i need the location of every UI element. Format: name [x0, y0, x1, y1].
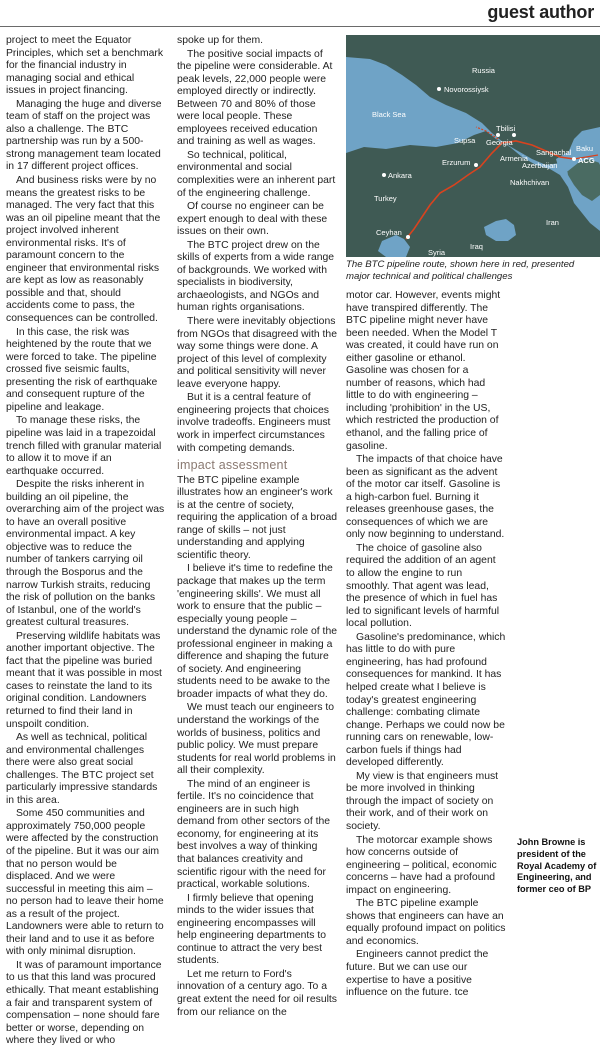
- paragraph: As well as technical, political and environmental challenges there were also great social challenges. The BTC project set particularly impressive standards in this area.: [6, 732, 158, 806]
- paragraph: Engineers cannot predict the future. But we can use our expertise to have a positive influence on the future. tce: [346, 949, 489, 999]
- paragraph: In this case, the risk was heightened by the route that we were forced to take. The pipeline crossed five seismic faults, presenting the risk of earthquake and consequent rupture of the pipeline and leakage.: [6, 326, 158, 413]
- map-label-syria: Syria: [428, 248, 446, 257]
- paragraph: Preserving wildlife habitats was another important objective. The fact that the pipeline was buried meant that it was possible in most cases to reinstate the land to its original condition. Landowners returned to find their land in unspoilt condition.: [6, 630, 162, 730]
- paragraph: The BTC project drew on the skills of experts from a wide range of backgrounds. We worked with specialists in biodiversity, archaeologists, and NGOs and human rights organisations.: [177, 239, 335, 314]
- paragraph: It was of paramount importance to us that this land was procured ethically. That meant establishing a fair and transparent system of compensation – none should fare better or worse, depending on where they lived or who: [6, 959, 162, 1047]
- paragraph: spoke up for them.: [177, 35, 264, 46]
- paragraph: The BTC pipeline example shows that engineers can have an equally profound impact on politics and economics.: [346, 898, 506, 947]
- pipeline-route-map: [346, 35, 600, 257]
- map-label-georgia: Georgia: [486, 138, 513, 147]
- map-label-ankara: Ankara: [388, 171, 412, 180]
- section-tag: guest author: [487, 2, 594, 22]
- paragraph: Some 450 communities and approximately 750,000 people were affected by the construction of the pipeline. But it was our aim that no person would be displaced. And we were successful in meeting this aim – no person had to leave their home as a result of the project. Landowners were able to return to their land and to use it as before with only minimal disruption.: [6, 808, 164, 958]
- paragraph: Managing the huge and diverse team of staff on the project was also a challenge. The BTC partnership was run by a 500-strong management team located in 17 different project offices.: [6, 98, 162, 173]
- map-label-tbilisi: Tbilisi: [496, 124, 516, 133]
- page-header: [0, 0, 600, 30]
- paragraph: The motorcar example shows how concerns outside of engineering – political, economic concerns – have had a profound impact on engineering.: [346, 834, 497, 896]
- paragraph: Despite the risks inherent in building an oil pipeline, the overarching aim of the project was to have an overall positive environmental impact. A key objective was to reduce the number of tankers carrying oil through the Bosporus and the narrow Turkish straits, reducing the risk of pollution on the banks of Istanbul, one of the world's greatest cultural treasures.: [6, 479, 165, 629]
- paragraph: Gasoline's predominance, which has little to do with pure engineering, has had profound consequences for mankind. It has helped create what I believe is today's greatest engineering challenge: combating climate change. Perhaps we could now be running cars on renewable, low-carbon fuels if things had developed differently.: [346, 631, 506, 769]
- paragraph: The choice of gasoline also required the addition of an agent to allow the engine to run smoothly. That agent was lead, the presence of which in fuel has led to significant levels of harmful local pollution.: [346, 542, 500, 630]
- erzurum-dot: [474, 163, 478, 167]
- paragraph: To manage these risks, the pipeline was laid in a trapezoidal trench filled with granular material to allow it to move if an earthquake occurred.: [6, 415, 162, 477]
- tbilisi-dot: [512, 133, 516, 137]
- paragraph: There were inevitably objections from NGOs that disagreed with the way some things were done. A project of this level of complexity and political sensitivity will never leave everyone happy.: [177, 316, 337, 390]
- map-label-acg: ACG: [578, 156, 595, 165]
- paragraph: My view is that engineers must be more involved in thinking through the impact of society on their work, and of their work on society.: [346, 770, 499, 832]
- paragraph: motor car. However, events might have transpired differently. The BTC pipeline might never have been needed. When the Model T was created, it could have run on either gasoline or ethanol. Gasoline was chosen for a number of reasons, which had little to do with engineering – including 'prohibition' in the US, which restricted the production of ethanol, and the falling price of gasoline.: [346, 290, 501, 452]
- map-label-iran: Iran: [546, 218, 559, 227]
- paragraph: project to meet the Equator Principles, which set a benchmark for the financial industry in managing social and ethical issues in project financing.: [6, 35, 164, 97]
- paragraph: I believe it's time to redefine the package that makes up the term 'engineering skills'. We must all work to ensure that the public – especially young people – understand the dynamic role of the professional engineer in making a difference and shaping the future of society. And engineering students need to be awake to the broader impacts of what they do.: [177, 563, 337, 700]
- paragraph: And business risks were by no means the greatest risks to be managed. The very fact that this was an oil pipeline meant that the project involved inherent environmental risks. It's of paramount concern to the engineer that environmental risks are kept as low as reasonably possible and that, should accidents come to pass, the consequences can be controlled.: [6, 175, 161, 325]
- ankara-dot: [382, 173, 386, 177]
- paragraph: The BTC pipeline example illustrates how an engineer's work is at the centre of society, requiring the application of a broad range of skills – not just understanding and applying scientific theory.: [177, 474, 338, 561]
- map-label-sangachal: Sangachal: [536, 148, 572, 157]
- map-label-baku: Baku: [576, 144, 594, 153]
- map-label-novorossiysk: Novorossiysk: [444, 85, 489, 94]
- author-byline: John Browne is president of the Royal Academy of Engineering, and former ceo of BP: [517, 837, 597, 895]
- paragraph: The positive social impacts of the pipeline were considerable. At peak levels, 22,000 people were employed directly or indirectly. Between 70 and 80% of those were local people. These employees received education and training as well as wages.: [177, 48, 333, 148]
- header-rule: [0, 26, 600, 27]
- paragraph: I firmly believe that opening minds to the wider issues that engineering encompasses will help engineering departments to continue to attract the very best students.: [177, 892, 327, 967]
- map-label-supsa: Supsa: [454, 136, 476, 145]
- paragraph: Let me return to Ford's innovation of a century ago. To a great extent the need for oil results from our reliance on the: [177, 968, 337, 1018]
- map-label-azerbaijan: Azerbaijan: [522, 161, 558, 170]
- baku-dot: [572, 157, 576, 161]
- paragraph: So technical, political, environmental and social complexities were an inherent part of the engineering challenge.: [177, 149, 336, 199]
- map-graphic: [346, 35, 600, 257]
- article-column-2: [177, 35, 337, 1020]
- paragraph: We must teach our engineers to understand the workings of the worlds of business, politics and public policy. We must prepare students for real world problems in all their complexity.: [177, 702, 336, 777]
- section-subheading: impact assessment: [177, 458, 288, 473]
- novorossiysk-dot: [437, 87, 441, 91]
- supsa-dot: [496, 133, 500, 137]
- map-label-iraq: Iraq: [470, 242, 483, 251]
- paragraph: Of course no engineer can be expert enough to deal with these issues on their own.: [177, 201, 328, 238]
- map-label-armenia: Armenia: [500, 154, 528, 163]
- map-label-erzurum: Erzurum: [442, 158, 471, 167]
- map-label-turkey: Turkey: [374, 194, 397, 203]
- article-column-1: [6, 35, 165, 1049]
- article-column-3: [346, 290, 506, 1001]
- ceyhan-dot: [406, 235, 410, 239]
- map-caption: The BTC pipeline route, shown here in red, presented major technical and political challenges: [346, 259, 575, 282]
- map-label-nakhchivan: Nakhchivan: [510, 178, 550, 187]
- map-label-ceyhan: Ceyhan: [376, 228, 402, 237]
- map-label-russia: Russia: [472, 66, 495, 75]
- map-label-black-sea: Black Sea: [372, 110, 406, 119]
- paragraph: The mind of an engineer is fertile. It's no coincidence that engineers are in such high demand from other sectors of the economy, for engineering at its best involves a way of thinking that balances creativity and scientific rigour with the need for practical, workable solutions.: [177, 778, 331, 891]
- paragraph: The impacts of that choice have been as significant as the advent of the motor car itself. Gasoline is a high-carbon fuel. Burning it releases greenhouse gases, the consequences of which we are only now beginning to understand.: [346, 454, 505, 541]
- paragraph: But it is a central feature of engineering projects that choices involve tradeoffs. Engineers must work in imperfect circumstances with competing demands.: [177, 392, 331, 454]
